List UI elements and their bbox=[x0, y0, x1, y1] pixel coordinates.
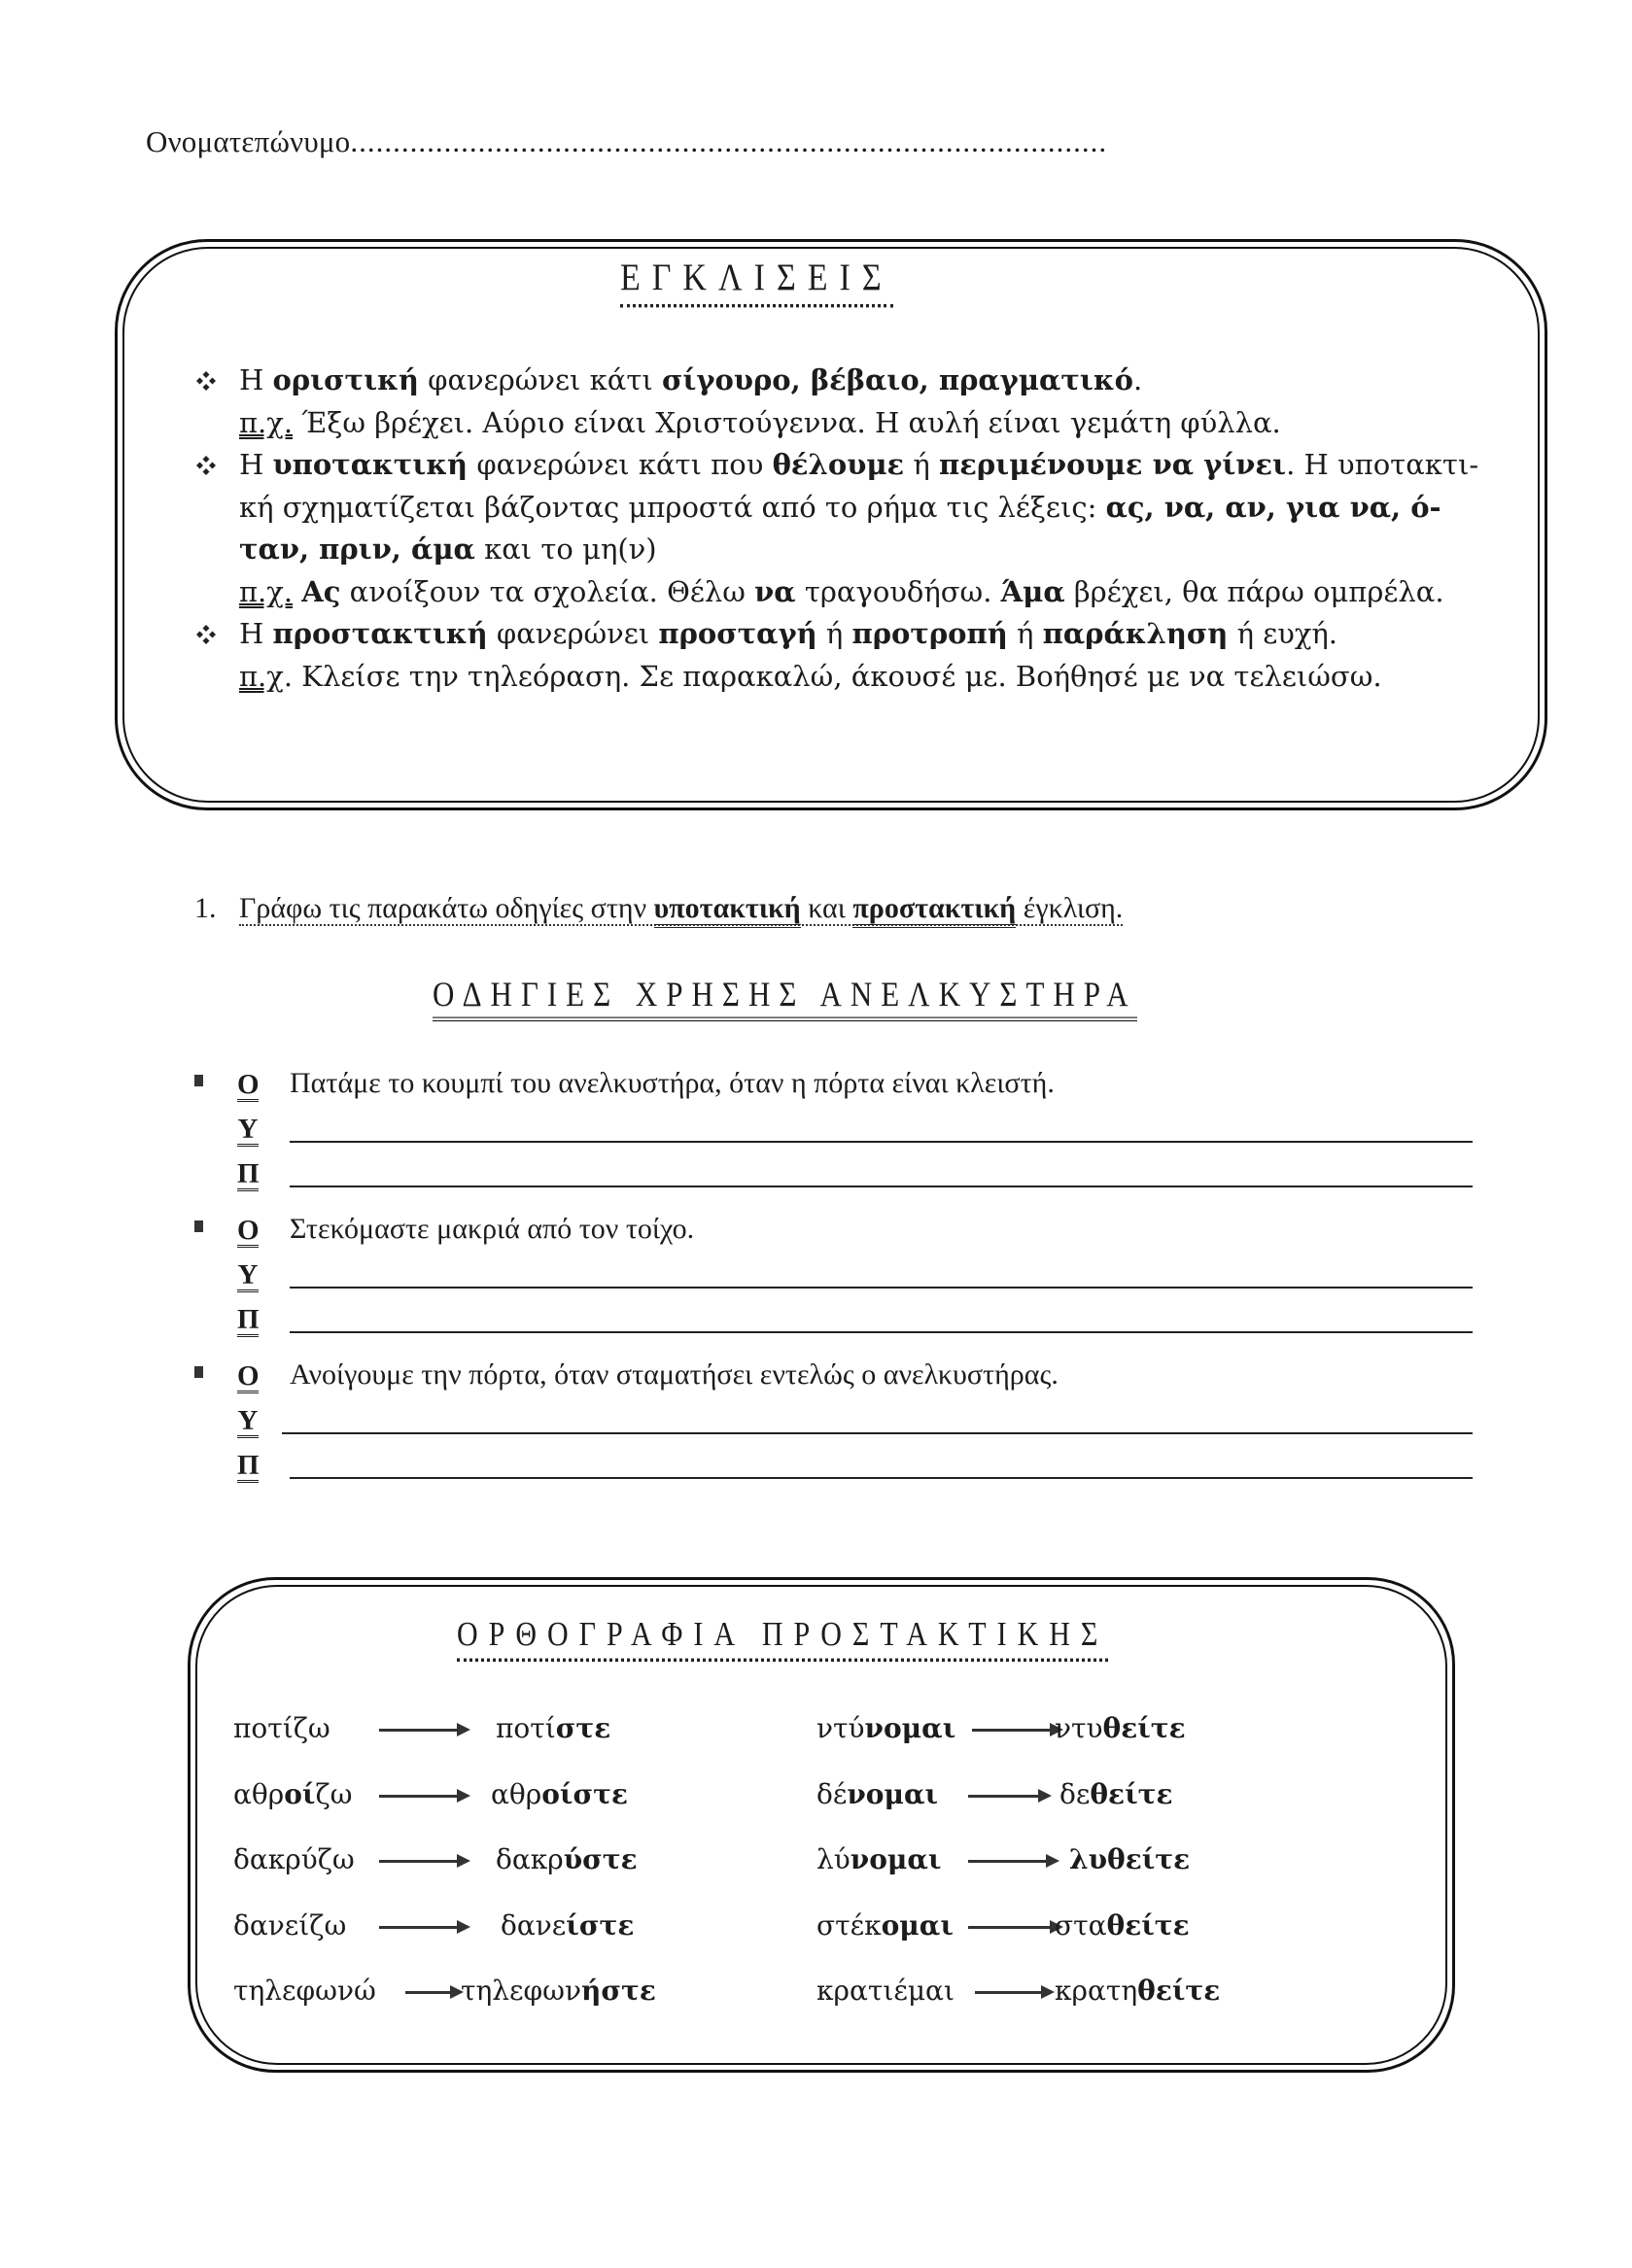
verb-present: δανείζω bbox=[233, 1908, 347, 1942]
spelling-row bbox=[233, 1909, 1302, 1976]
indicative-sentence: Ανοίγουμε την πόρτα, όταν σταματήσει εντελώς ο ανελκυστήρας. bbox=[290, 1358, 1059, 1391]
arrow-right-icon bbox=[379, 1926, 459, 1929]
exercise-item bbox=[194, 1205, 1516, 1339]
keyword: οριστική bbox=[272, 363, 419, 396]
spelling-row bbox=[233, 1975, 1302, 2041]
keyword: περιμένουμε να γίνει bbox=[939, 448, 1287, 481]
text-segment: ή bbox=[816, 617, 852, 650]
text-segment: τραγουδήσω. bbox=[795, 574, 1001, 608]
rule-line bbox=[194, 487, 1516, 530]
verb-imperative: λυθείτε bbox=[1069, 1843, 1191, 1875]
verb-imperative: ποτίστε bbox=[496, 1712, 611, 1744]
text-segment: . Η υποτακτι- bbox=[1286, 448, 1479, 481]
keyword: Ας bbox=[301, 574, 341, 608]
text-segment: . Κλείσε την τηλεόραση. Σε παρακαλώ, άκουσέ με. Βοήθησέ με να τελειώσω. bbox=[283, 659, 1382, 693]
text-segment: φανερώνει bbox=[487, 617, 659, 650]
keyword-subjunctive: υποτακτική bbox=[654, 892, 801, 928]
verb-imperative: δακρύστε bbox=[496, 1843, 638, 1875]
example-label: π.χ. bbox=[239, 405, 294, 439]
arrow-right-icon bbox=[968, 1860, 1048, 1863]
mood-letter-subjunctive: Υ bbox=[237, 1114, 259, 1145]
verb-imperative: κρατηθείτε bbox=[1055, 1975, 1221, 2007]
imperative-row bbox=[194, 1294, 1516, 1339]
imperative-row bbox=[194, 1149, 1516, 1193]
text-segment: φανερώνει κάτι bbox=[418, 363, 662, 396]
mood-letter-subjunctive: Υ bbox=[237, 1259, 259, 1290]
moods-rules-list bbox=[194, 360, 1516, 698]
keyword-imperative: προστακτική bbox=[852, 892, 1016, 928]
rule-line bbox=[194, 656, 1516, 699]
mood-letter-indicative: Ο bbox=[237, 1360, 260, 1392]
verb-imperative: τηλεφωνήστε bbox=[461, 1975, 656, 2007]
diamond-bullet-icon bbox=[194, 444, 224, 486]
text-segment: μη(ν) bbox=[582, 533, 657, 566]
verb-imperative: δανείστε bbox=[501, 1908, 635, 1942]
text-segment: ή bbox=[904, 448, 940, 481]
mood-letter-imperative: Π bbox=[237, 1158, 260, 1189]
keyword: προσταγή bbox=[658, 617, 817, 650]
rule-line bbox=[194, 529, 1516, 571]
rule-line bbox=[194, 613, 1516, 656]
text-segment: ανοίξουν τα σχολεία. Θέλω bbox=[340, 574, 755, 608]
indicative-sentence: Στεκόμαστε μακριά από τον τοίχο. bbox=[290, 1213, 695, 1245]
mood-letter-imperative: Π bbox=[237, 1450, 260, 1481]
indicative-row bbox=[194, 1059, 1516, 1104]
diamond-bullet-icon bbox=[194, 360, 224, 401]
arrow-right-icon bbox=[972, 1729, 1052, 1732]
arrow-right-icon bbox=[379, 1729, 459, 1732]
keyword: ταν, πριν, άμα bbox=[239, 533, 475, 566]
text-segment: ή ευχή. bbox=[1228, 617, 1338, 650]
verb-imperative: σταθείτε bbox=[1055, 1908, 1190, 1942]
square-bullet-icon bbox=[194, 1366, 203, 1378]
arrow-right-icon bbox=[968, 1926, 1052, 1929]
keyword: προστακτική bbox=[272, 617, 488, 650]
imperative-row bbox=[194, 1440, 1516, 1485]
arrow-right-icon bbox=[968, 1795, 1040, 1798]
subjunctive-answer-line[interactable] bbox=[290, 1141, 1473, 1143]
keyword: παράκληση bbox=[1042, 617, 1229, 650]
arrow-right-icon bbox=[405, 1991, 452, 1994]
verb-present: κρατιέμαι bbox=[816, 1975, 955, 2007]
exercise-number: 1. bbox=[194, 892, 217, 924]
text-segment: Η bbox=[239, 448, 273, 481]
mood-letter-imperative: Π bbox=[237, 1304, 260, 1335]
spelling-row bbox=[233, 1778, 1302, 1844]
verb-present: στέκομαι bbox=[816, 1908, 954, 1942]
keyword: θέλουμε bbox=[772, 448, 905, 481]
imperative-answer-line[interactable] bbox=[290, 1331, 1473, 1333]
square-bullet-icon bbox=[194, 1075, 203, 1086]
verb-present: δακρύζω bbox=[233, 1843, 355, 1875]
name-field[interactable] bbox=[146, 124, 1107, 159]
verb-present: τηλεφωνώ bbox=[233, 1975, 376, 2007]
example-label: π.χ. bbox=[239, 574, 294, 608]
verb-imperative: ντυθείτε bbox=[1055, 1712, 1186, 1744]
spelling-row bbox=[233, 1712, 1302, 1778]
name-label: Ονοματεπώνυμο bbox=[146, 124, 351, 158]
keyword: σίγουρο, βέβαιο, πραγματικό bbox=[661, 363, 1133, 396]
arrow-right-icon bbox=[379, 1860, 459, 1863]
imperative-answer-line[interactable] bbox=[290, 1186, 1473, 1187]
text-segment: κή σχηματίζεται βάζοντας μπροστά από το ρήμα τις λέξεις: bbox=[239, 490, 1106, 524]
subjunctive-row bbox=[194, 1395, 1516, 1440]
text-segment: φανερώνει κάτι που bbox=[468, 448, 773, 481]
verb-present: ντύνομαι bbox=[816, 1712, 956, 1744]
rule-line bbox=[194, 360, 1516, 402]
exercise-item bbox=[194, 1351, 1516, 1485]
text-segment: Η bbox=[239, 617, 273, 650]
spelling-word-table bbox=[233, 1712, 1302, 2041]
indicative-sentence: Πατάμε το κουμπί του ανελκυστήρα, όταν η πόρτα είναι κλειστή. bbox=[290, 1067, 1055, 1099]
spelling-row bbox=[233, 1843, 1302, 1909]
exercise-item bbox=[194, 1059, 1516, 1193]
text-segment bbox=[293, 575, 301, 608]
verb-present: ποτίζω bbox=[233, 1712, 330, 1744]
rule-line bbox=[194, 402, 1516, 445]
elevator-instructions-title: ΟΔΗΓΙΕΣ ΧΡΗΣΗΣ ΑΝΕΛΚΥΣΤΗΡΑ bbox=[433, 975, 1137, 1021]
square-bullet-icon bbox=[194, 1220, 203, 1232]
text-segment: . bbox=[1133, 363, 1143, 396]
subjunctive-answer-line[interactable] bbox=[282, 1432, 1473, 1434]
verb-present: λύνομαι bbox=[816, 1843, 942, 1875]
text-segment: βρέχει, θα πάρω ομπρέλα. bbox=[1064, 574, 1444, 608]
text-segment: Έξω βρέχει. Αύριο είναι Χριστούγεννα. Η αυλή είναι γεμάτη φύλλα. bbox=[293, 405, 1281, 439]
instruction-part: έγκλιση. bbox=[1016, 892, 1124, 924]
mood-letter-indicative: Ο bbox=[237, 1069, 260, 1100]
subjunctive-answer-line[interactable] bbox=[290, 1287, 1473, 1289]
rule-line bbox=[194, 444, 1516, 487]
spelling-title: ΟΡΘΟΓΡΑΦΙΑ ΠΡΟΣΤΑΚΤΙΚΗΣ bbox=[457, 1616, 1108, 1662]
verb-imperative: αθροίστε bbox=[491, 1777, 628, 1810]
instruction-part: και bbox=[800, 892, 853, 924]
text-segment: Η bbox=[239, 363, 273, 396]
exercise-instruction bbox=[194, 892, 1123, 925]
keyword: υποτακτική bbox=[272, 448, 469, 481]
instruction-part: Γράφω τις παρακάτω οδηγίες στην bbox=[239, 892, 654, 924]
diamond-bullet-icon bbox=[194, 613, 224, 655]
mood-letter-indicative: Ο bbox=[237, 1215, 260, 1246]
keyword: ας, να, αν, για να, ό- bbox=[1105, 490, 1441, 524]
arrow-right-icon bbox=[379, 1795, 459, 1798]
text-segment: και το bbox=[474, 533, 583, 566]
subjunctive-row bbox=[194, 1104, 1516, 1149]
keyword: Άμα bbox=[1000, 574, 1065, 608]
name-dotted-line[interactable]: ......................................................................................... bbox=[350, 124, 1108, 158]
indicative-row bbox=[194, 1351, 1516, 1395]
keyword: να bbox=[754, 574, 796, 608]
verb-present: αθροίζω bbox=[233, 1777, 353, 1810]
mood-letter-subjunctive: Υ bbox=[237, 1405, 259, 1436]
verb-imperative: δεθείτε bbox=[1059, 1777, 1173, 1810]
rule-line bbox=[194, 571, 1516, 614]
instruction-text bbox=[239, 892, 1123, 926]
arrow-right-icon bbox=[975, 1991, 1043, 1994]
indicative-row bbox=[194, 1205, 1516, 1250]
verb-present: δένομαι bbox=[816, 1777, 939, 1810]
example-label: π.χ bbox=[239, 659, 284, 693]
keyword: προτροπή bbox=[851, 617, 1008, 650]
text-segment: ή bbox=[1007, 617, 1043, 650]
subjunctive-row bbox=[194, 1250, 1516, 1294]
imperative-answer-line[interactable] bbox=[290, 1477, 1473, 1479]
moods-title: ΕΓΚΛΙΣΕΙΣ bbox=[620, 258, 893, 308]
